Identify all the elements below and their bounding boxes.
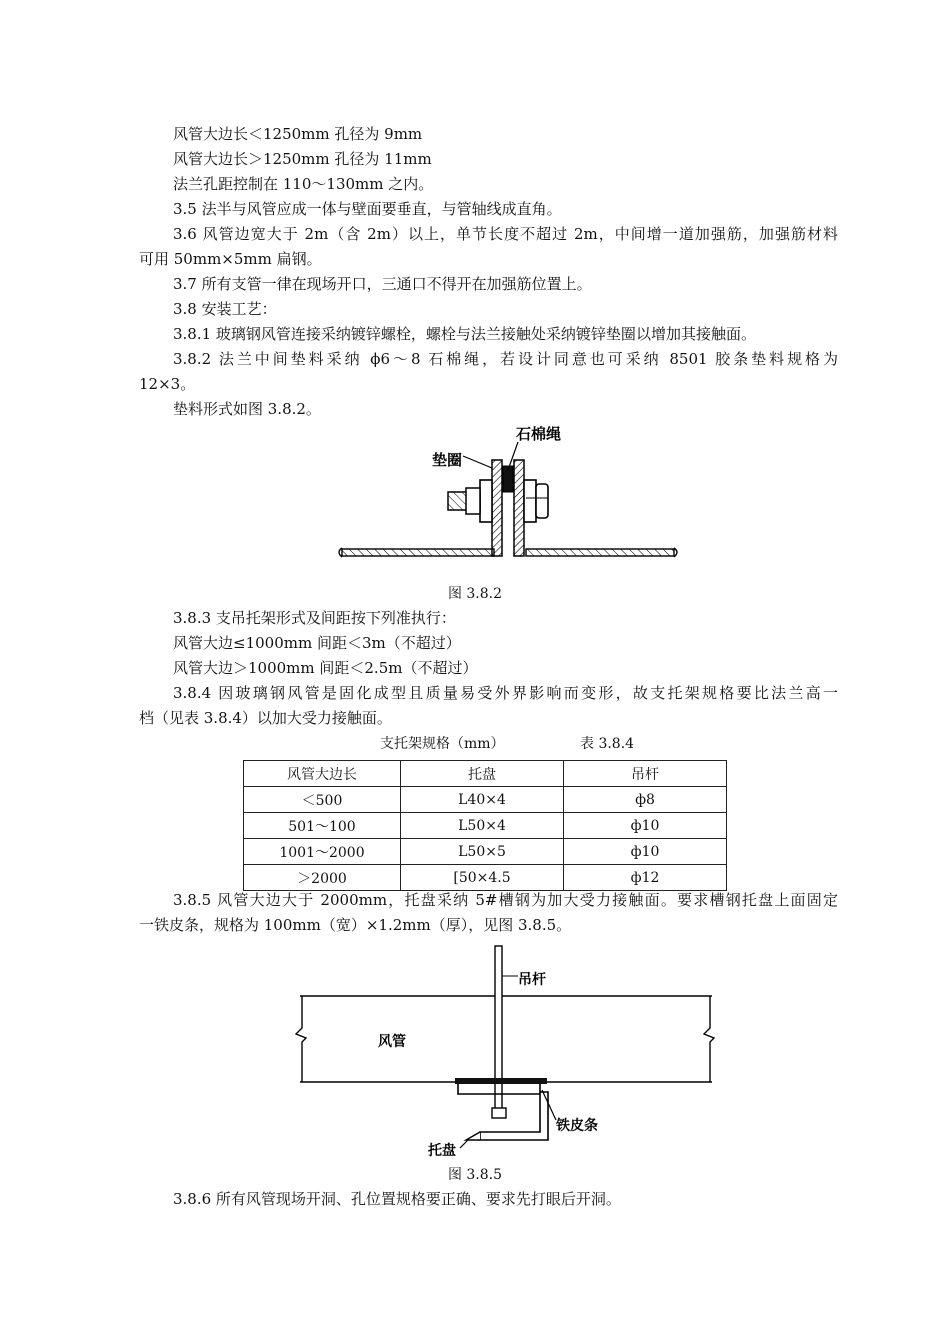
text-line: 3.7 所有支管一律在现场开口，三通口不得开在加强筋位置上。 <box>173 275 592 293</box>
text-line: 风管大边＞1000mm 间距＜2.5m（不超过） <box>173 659 478 677</box>
table-row <box>244 839 727 865</box>
table-cell: ф8 <box>564 787 727 813</box>
text-line: 3.5 法半与风管应成一体与壁面要垂直，与管轴线成直角。 <box>173 200 562 218</box>
table-cell: [50×4.5 <box>401 865 564 891</box>
text-line: 一铁皮条，规格为 100mm（宽）×1.2mm（厚），见图 3.8.5。 <box>139 916 572 934</box>
text-line: 档（见表 3.8.4）以加大受力接触面。 <box>139 709 392 727</box>
table-cell: ф10 <box>564 813 727 839</box>
table-cell: 1001～2000 <box>244 839 401 865</box>
text-line: 12×3。 <box>139 375 196 393</box>
channel-tray-figure <box>290 942 730 1162</box>
table-cell: ＞2000 <box>244 865 401 891</box>
table-cell: 501～100 <box>244 813 401 839</box>
text-line: 3.8.3 支吊托架形式及间距按下列准执行： <box>173 609 456 627</box>
table-number: 表 3.8.4 <box>580 736 635 752</box>
table-header: 托盘 <box>401 761 564 787</box>
support-spec-table <box>243 760 727 891</box>
tray-label: 托盘 <box>428 1143 456 1159</box>
gasket-label: 垫圈 <box>432 451 463 469</box>
table-cell: L50×4 <box>401 813 564 839</box>
text-line: 3.6 风管边宽大于 2m（含 2m）以上，单节长度不超过 2m，中间增一道加强筋，加强筋材料 <box>173 225 838 243</box>
text-line: 垫料形式如图 3.8.2。 <box>173 400 321 418</box>
table-title: 支托架规格（mm） <box>380 736 505 752</box>
table-cell: L50×5 <box>401 839 564 865</box>
table-header: 吊杆 <box>564 761 727 787</box>
text-line: 3.8.4 因玻璃钢风管是固化成型且质量易受外界影响而变形，故支托架规格要比法兰高一 <box>173 684 838 702</box>
text-line: 法兰孔距控制在 110～130mm 之内。 <box>173 175 434 193</box>
table-cell: L40×4 <box>401 787 564 813</box>
table-row <box>244 813 727 839</box>
text-line: 风管大边长＜1250mm 孔径为 9mm <box>173 125 423 143</box>
text-line: 3.8.2 法兰中间垫料采纳 ϕ6～8 石棉绳，若设计同意也可采纳 8501 胶条垫料规格为 <box>173 350 838 368</box>
table-row <box>244 865 727 891</box>
text-line: 3.8.1 玻璃钢风管连接采纳镀锌螺栓，螺栓与法兰接触处采纳镀锌垫圈以增加其接触面。 <box>173 325 756 343</box>
text-line: 3.8.5 风管大边大于 2000mm，托盘采纳 5#槽钢为加大受力接触面。要求槽钢托盘上面固定 <box>173 891 838 909</box>
text-line: 风管大边长＞1250mm 孔径为 11mm <box>173 150 432 168</box>
table-cell: ф10 <box>564 839 727 865</box>
text-line: 风管大边≤1000mm 间距＜3m（不超过） <box>173 634 461 652</box>
table-row <box>244 787 727 813</box>
table-header-row <box>244 761 727 787</box>
figure-caption: 图 3.8.2 <box>447 586 503 602</box>
flange-gasket-figure <box>330 420 690 580</box>
rope-label: 石棉绳 <box>516 425 562 443</box>
strip-label: 铁皮条 <box>556 1118 598 1134</box>
table-cell: ф12 <box>564 865 727 891</box>
table-header: 风管大边长 <box>244 761 401 787</box>
text-line: 3.8.6 所有风管现场开洞、孔位置规格要正确、要求先打眼后开洞。 <box>173 1190 621 1208</box>
table-cell: ＜500 <box>244 787 401 813</box>
duct-label: 风管 <box>378 1034 406 1050</box>
text-line: 3.8 安装工艺： <box>173 300 277 318</box>
figure-caption: 图 3.8.5 <box>447 1167 503 1183</box>
text-line: 可用 50mm×5mm 扁钢。 <box>139 250 322 268</box>
rod-label: 吊杆 <box>518 972 546 988</box>
